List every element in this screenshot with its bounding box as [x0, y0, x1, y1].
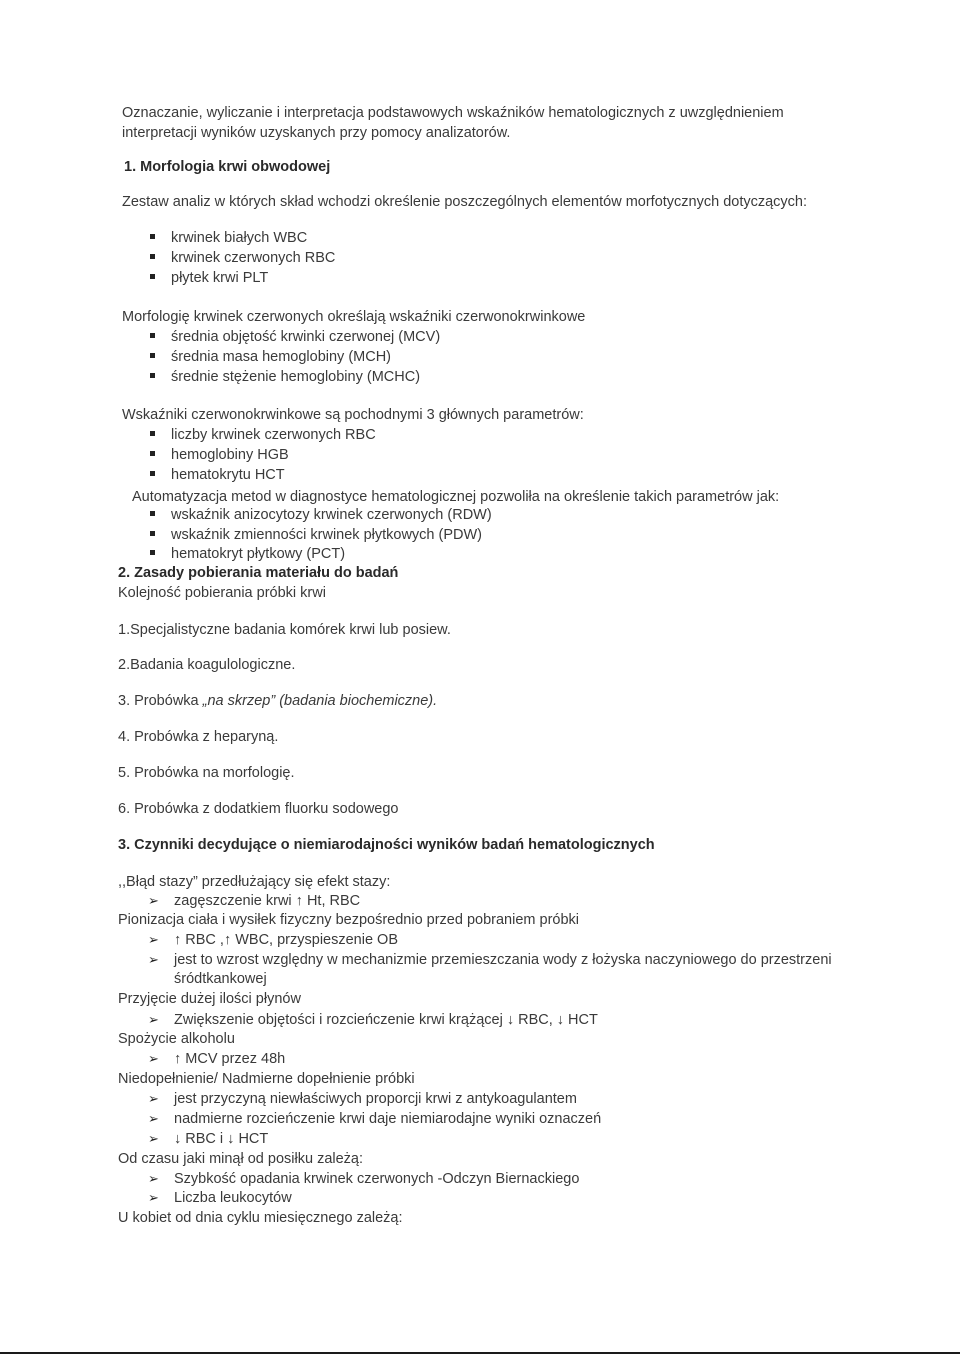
alcohol-lead: Spożycie alkoholu: [118, 1031, 235, 1047]
list-item: 2.Badania koagulologiczne.: [118, 657, 296, 673]
square-bullet-icon: [150, 451, 155, 456]
list-item: ➢ Zwiększenie objętości i rozcieńczenie krwi krążącej ↓ RBC, ↓ HCT: [148, 1012, 598, 1028]
auto-lead: Automatyzacja metod w diagnostyce hematologicznej pozwoliła na określenie takich parametrów jak:: [132, 489, 780, 505]
square-bullet-icon: [150, 511, 155, 516]
list-item: średnie stężenie hemoglobiny (MCHC): [150, 368, 420, 386]
list-item: średnia objętość krwinki czerwonej (MCV): [150, 328, 440, 346]
list-item: ➢ Szybkość opadania krwinek czerwonych -Odczyn Biernackiego: [148, 1171, 580, 1187]
list-item: ➢ ↑ MCV przez 48h: [148, 1051, 286, 1067]
list-item: ➢ jest to wzrost względny w mechanizmie przemieszczania wody z łożyska naczyniowego do przestrzeni: [148, 952, 832, 968]
list-item: 4. Probówka z heparyną.: [118, 729, 279, 745]
square-bullet-icon: [150, 550, 155, 555]
list-item: średnia masa hemoglobiny (MCH): [150, 348, 391, 366]
derived-lead: Wskaźniki czerwonokrwinkowe są pochodnymi 3 głównych parametrów:: [122, 407, 584, 423]
square-bullet-icon: [150, 353, 155, 358]
women-lead: U kobiet od dnia cyklu miesięcznego zależą:: [118, 1210, 403, 1226]
arrow-bullet-icon: ➢: [148, 932, 159, 947]
list-item: 5. Probówka na morfologię.: [118, 765, 295, 781]
stasis-lead: ,,Błąd stazy” przedłużający się efekt stazy:: [118, 874, 391, 890]
fluids-lead: Przyjęcie dużej ilości płynów: [118, 991, 301, 1007]
list-item: hemoglobiny HGB: [150, 446, 289, 464]
arrow-bullet-icon: ➢: [148, 1111, 159, 1126]
arrow-bullet-icon: ➢: [148, 893, 159, 908]
section2-heading: 2. Zasady pobierania materiału do badań: [118, 565, 399, 581]
list-item: ➢ Liczba leukocytów: [148, 1190, 292, 1206]
list-item: krwinek białych WBC: [150, 229, 307, 247]
section2-lead: Kolejność pobierania próbki krwi: [118, 585, 326, 601]
list-item-continuation: śródtkankowej: [174, 971, 267, 987]
arrow-bullet-icon: ➢: [148, 1091, 159, 1106]
list-item: liczby krwinek czerwonych RBC: [150, 426, 376, 444]
arrow-bullet-icon: ➢: [148, 1131, 159, 1146]
section3-heading: 3. Czynniki decydujące o niemiarodajności wyników badań hematologicznych: [118, 837, 655, 853]
arrow-bullet-icon: ➢: [148, 1190, 159, 1205]
square-bullet-icon: [150, 531, 155, 536]
intro-line-2: interpretacji wyników uzyskanych przy pomocy analizatorów.: [122, 125, 511, 141]
list-item: płytek krwi PLT: [150, 269, 268, 287]
list-item: wskaźnik zmienności krwinek płytkowych (PDW): [150, 526, 482, 544]
intro-line-1: Oznaczanie, wyliczanie i interpretacja podstawowych wskaźników hematologicznych z uwzględnieniem: [122, 105, 784, 121]
list-item: 6. Probówka z dodatkiem fluorku sodowego: [118, 801, 399, 817]
section1-lead: Zestaw analiz w których skład wchodzi określenie poszczególnych elementów morfotycznych dotyczących:: [122, 194, 808, 210]
section1-heading: 1. Morfologia krwi obwodowej: [124, 159, 331, 175]
morph-lead: Morfologię krwinek czerwonych określają wskaźniki czerwonokrwinkowe: [122, 309, 586, 325]
square-bullet-icon: [150, 333, 155, 338]
square-bullet-icon: [150, 274, 155, 279]
time-lead: Od czasu jaki minął od posiłku zależą:: [118, 1151, 364, 1167]
list-item: ➢ ↑ RBC ,↑ WBC, przyspieszenie OB: [148, 932, 398, 948]
arrow-bullet-icon: ➢: [148, 1012, 159, 1027]
pion-lead: Pionizacja ciała i wysiłek fizyczny bezpośrednio przed pobraniem próbki: [118, 912, 579, 928]
list-item: wskaźnik anizocytozy krwinek czerwonych (RDW): [150, 506, 492, 524]
arrow-bullet-icon: ➢: [148, 1051, 159, 1066]
square-bullet-icon: [150, 471, 155, 476]
list-item: ➢ jest przyczyną niewłaściwych proporcji krwi z antykoagulantem: [148, 1091, 577, 1107]
arrow-bullet-icon: ➢: [148, 1171, 159, 1186]
square-bullet-icon: [150, 234, 155, 239]
square-bullet-icon: [150, 431, 155, 436]
list-item: 3. Probówka „na skrzep” (badania biochemiczne).: [118, 693, 438, 709]
fill-lead: Niedopełnienie/ Nadmierne dopełnienie próbki: [118, 1071, 415, 1087]
list-item: ➢ zagęszczenie krwi ↑ Ht, RBC: [148, 893, 361, 909]
list-item: hematokrytu HCT: [150, 466, 285, 484]
square-bullet-icon: [150, 254, 155, 259]
arrow-bullet-icon: ➢: [148, 952, 159, 967]
list-item: ➢ nadmierne rozcieńczenie krwi daje niemiarodajne wyniki oznaczeń: [148, 1111, 602, 1127]
square-bullet-icon: [150, 373, 155, 378]
list-item: 1.Specjalistyczne badania komórek krwi lub posiew.: [118, 622, 451, 638]
list-item: hematokryt płytkowy (PCT): [150, 545, 345, 563]
list-item: krwinek czerwonych RBC: [150, 249, 335, 267]
list-item: ➢ ↓ RBC i ↓ HCT: [148, 1131, 269, 1147]
scan-edge-divider: [0, 1352, 960, 1354]
